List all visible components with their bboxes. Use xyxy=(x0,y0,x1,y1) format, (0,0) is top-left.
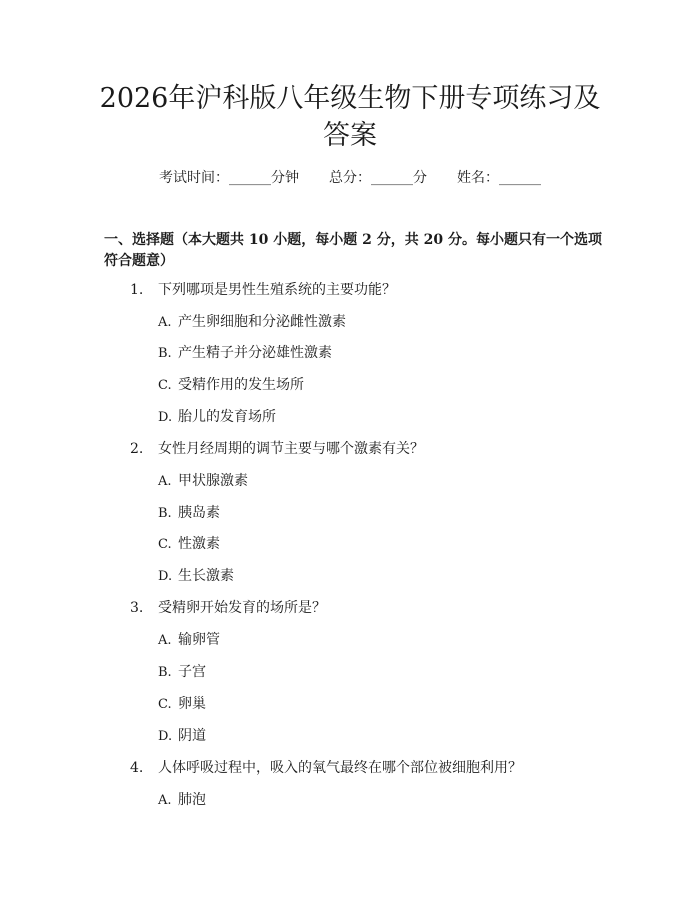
question-3-option-a xyxy=(158,630,220,651)
option-text: 输卵管 xyxy=(178,632,220,648)
exam-time-blank: ______ xyxy=(229,170,271,186)
option-text: 卵巢 xyxy=(178,696,206,712)
option-letter: D. xyxy=(158,729,173,744)
option-letter: B. xyxy=(158,346,172,361)
option-text: 产生卵细胞和分泌雌性激素 xyxy=(178,314,346,330)
option-letter: C. xyxy=(158,537,172,552)
document-title: 2026年沪科版八年级生物下册专项练习及答案 xyxy=(99,83,601,151)
question-4 xyxy=(130,758,522,778)
option-text: 胰岛素 xyxy=(178,505,220,521)
question-number: 1. xyxy=(130,282,144,298)
score-blank: ______ xyxy=(371,170,413,186)
option-letter: D. xyxy=(158,569,173,584)
score-unit: 分 xyxy=(413,170,427,186)
question-3-option-b xyxy=(158,662,206,683)
option-letter: A. xyxy=(158,474,172,489)
option-text: 受精作用的发生场所 xyxy=(178,377,304,393)
section-heading: 一、选择题（本大题共 10 小题，每小题 2 分，共 20 分。每小题只有一个选项符合题意） xyxy=(104,232,602,269)
option-text: 肺泡 xyxy=(178,792,206,808)
option-text: 性激素 xyxy=(178,536,220,552)
name-label: 姓名： xyxy=(457,170,499,186)
score-label: 总分： xyxy=(329,170,371,186)
option-text: 甲状腺激素 xyxy=(178,473,248,489)
exam-meta xyxy=(0,168,700,188)
question-1-option-c xyxy=(158,375,304,396)
option-text: 生长激素 xyxy=(178,568,234,584)
question-number: 3. xyxy=(130,600,144,616)
question-2-option-c xyxy=(158,534,220,555)
exam-time-unit: 分钟 xyxy=(271,170,299,186)
question-3 xyxy=(130,598,326,618)
question-1-option-d xyxy=(158,407,276,428)
question-text: 女性月经周期的调节主要与哪个激素有关？ xyxy=(158,441,424,457)
question-1-option-b xyxy=(158,343,332,364)
question-2-option-a xyxy=(158,471,248,492)
option-letter: A. xyxy=(158,315,172,330)
option-letter: B. xyxy=(158,506,172,521)
question-number: 4. xyxy=(130,760,144,776)
question-2-option-d xyxy=(158,566,234,587)
option-letter: C. xyxy=(158,378,172,393)
question-1 xyxy=(130,280,396,300)
option-letter: C. xyxy=(158,697,172,712)
option-letter: A. xyxy=(158,633,172,648)
name-blank: ______ xyxy=(499,170,541,186)
option-text: 胎儿的发育场所 xyxy=(178,409,276,425)
question-2-option-b xyxy=(158,503,220,524)
option-letter: A. xyxy=(158,793,172,808)
option-text: 产生精子并分泌雄性激素 xyxy=(178,345,332,361)
question-2 xyxy=(130,439,424,459)
question-4-option-a xyxy=(158,790,206,811)
option-letter: B. xyxy=(158,665,172,680)
question-text: 受精卵开始发育的场所是？ xyxy=(158,600,326,616)
option-text: 子宫 xyxy=(178,664,206,680)
option-text: 阴道 xyxy=(178,728,206,744)
question-1-option-a xyxy=(158,312,346,333)
question-text: 下列哪项是男性生殖系统的主要功能？ xyxy=(158,282,396,298)
question-text: 人体呼吸过程中，吸入的氧气最终在哪个部位被细胞利用？ xyxy=(158,760,522,776)
question-number: 2. xyxy=(130,441,144,457)
question-3-option-c xyxy=(158,694,206,715)
question-3-option-d xyxy=(158,726,206,747)
exam-time-label: 考试时间： xyxy=(159,170,229,186)
option-letter: D. xyxy=(158,410,173,425)
